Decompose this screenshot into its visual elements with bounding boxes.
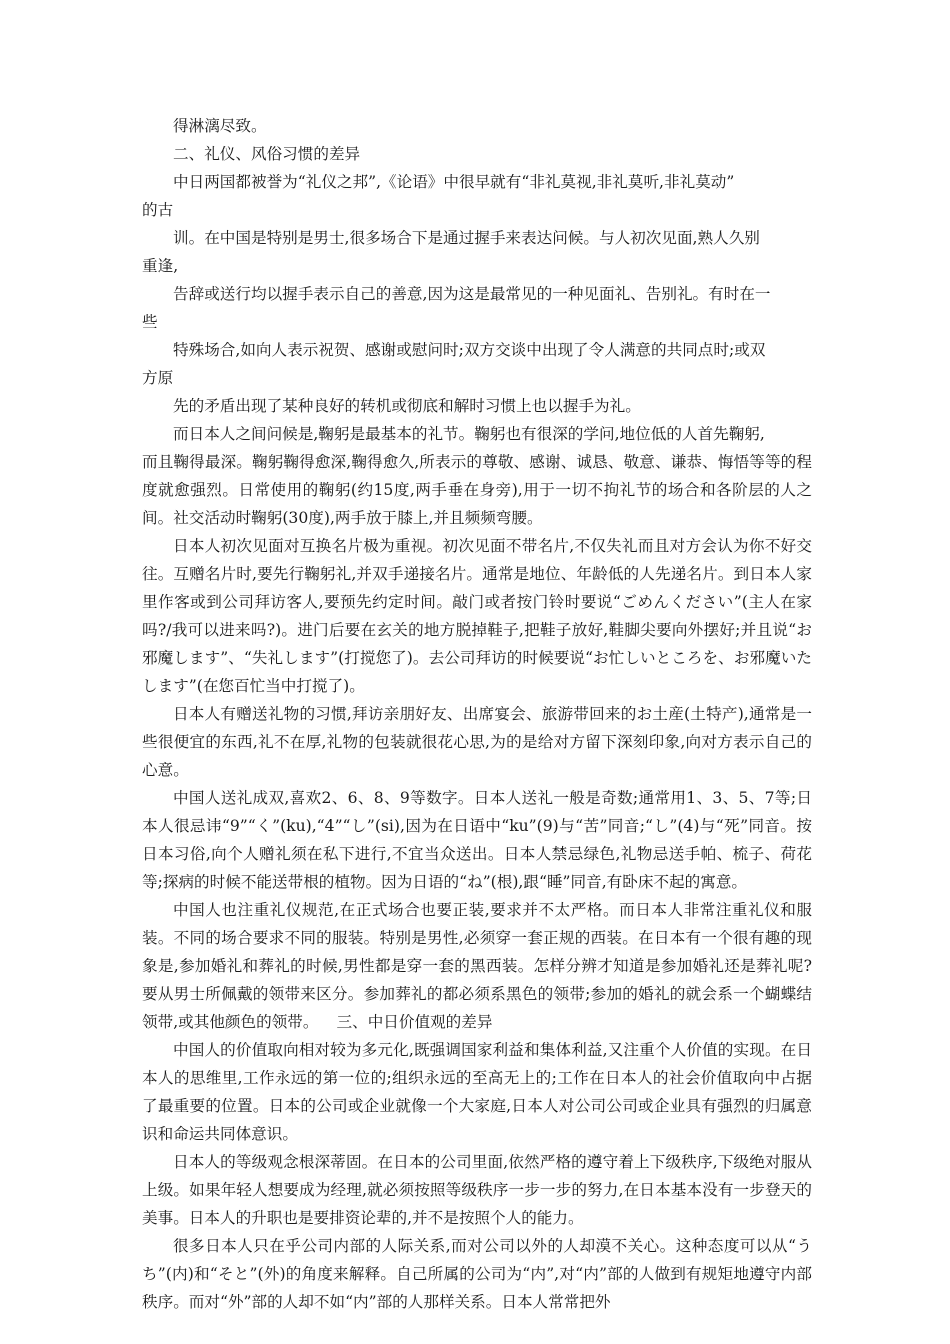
text-line: 告辞或送行均以握手表示自己的善意,因为这是最常见的一种见面礼、告别礼。有时在一 bbox=[173, 285, 771, 303]
text-line: 重逢, bbox=[142, 257, 179, 275]
paragraph-dress-code-text: 中国人也注重礼仪规范,在正式场合也要正装,要求并不太严格。而日本人非常注重礼仪和服装。不同的场合要求不同的服装。特别是男性,必须穿一套正规的西装。在日本有一个很有趣的现象是,参加婚礼和葬礼的时候,男性都是穿一套的黑西装。怎样分辨才知道是参加婚礼还是葬礼呢?要从男士所佩戴的领带来区分。参加葬礼的都必须系黑色的领带;参加的婚礼的就会系一个蝴蝶结领带,或其他颜色的领带。 bbox=[142, 901, 812, 1031]
paragraph-inside-outside: 很多日本人只在乎公司内部的人际关系,而对公司以外的人却漠不关心。这种态度可以从“うち”(内)和“そと”(外)的角度来解释。自己所属的公司为“内”,对“内”部的人做到有规矩地遵守内部秩序。而对“外”部的人却不如“内”部的人那样关系。日本人常常把外 bbox=[142, 1237, 812, 1311]
paragraph-gifts: 日本人有赠送礼物的习惯,拜访亲朋好友、出席宴会、旅游带回来的お土産(土特产),通常是一些很便宜的东西,礼不在厚,礼物的包装就很花心思,为的是给对方留下深刻印象,向对方表示自己的心意。 bbox=[142, 705, 812, 779]
paragraph-values: 中国人的价值取向相对较为多元化,既强调国家利益和集体利益,又注重个人价值的实现。在日本人的思维里,工作永远的第一位的;组织永远的至高无上的;工作在日本人的社会价值取向中占据了最重要的位置。日本的公司或企业就像一个大家庭,日本人对公司公司或企业具有强烈的归属意识和命运共同体意识。 bbox=[142, 1041, 812, 1143]
paragraph-bowing-intro: 而日本人之间问候是,鞠躬是最基本的礼节。鞠躬也有很深的学问,地位低的人首先鞠躬, bbox=[173, 425, 765, 443]
text-line: 些 bbox=[142, 313, 158, 331]
paragraph-hierarchy: 日本人的等级观念根深蒂固。在日本的公司里面,依然严格的遵守着上下级秩序,下级绝对服从上级。如果年轻人想要成为经理,就必须按照等级秩序一步一步的努力,在日本基本没有一步登天的美事。日本人的升职也是要排资论辈的,并不是按照个人的能力。 bbox=[142, 1153, 812, 1227]
paragraph-business-cards: 日本人初次见面对互换名片极为重视。初次见面不带名片,不仅失礼而且对方会认为你不好交往。互赠名片时,要先行鞠躬礼,并双手递接名片。通常是地位、年龄低的人先递名片。到日本人家里作客或到公司拜访客人,要预先约定时间。敲门或者按门铃时要说“ごめんください”(主人在家吗?/我可以进来吗?)。进门后要在玄关的地方脱掉鞋子,把鞋子放好,鞋脚尖要向外摆好;并且说“お邪魔します”、“失礼します”(打搅您了)。去公司拜访的时候要说“お忙しいところを、お邪魔いたします”(在您百忙当中打搅了)。 bbox=[142, 537, 812, 695]
text-line: 先的矛盾出现了某种良好的转机或彻底和解时习惯上也以握手为礼。 bbox=[173, 397, 641, 415]
document-body bbox=[142, 112, 812, 1316]
section-heading-values: 三、中日价值观的差异 bbox=[336, 1013, 493, 1031]
section-heading-etiquette: 二、礼仪、风俗习惯的差异 bbox=[173, 145, 361, 163]
text-line: 方原 bbox=[142, 369, 174, 387]
text-line: 特殊场合,如向人表示祝贺、感谢或慰问时;双方交谈中出现了令人满意的共同点时;或双 bbox=[173, 341, 766, 359]
paragraph-bowing: 而且鞠得最深。鞠躬鞠得愈深,鞠得愈久,所表示的尊敬、感谢、诚恳、敬意、谦恭、悔悟等等的程度就愈强烈。日常使用的鞠躬(约15度,两手垂在身旁),用于一切不拘礼节的场合和各阶层的人之间。社交活动时鞠躬(30度),两手放于膝上,并且频频弯腰。 bbox=[142, 453, 812, 527]
text-line: 训。在中国是特别是男士,很多场合下是通过握手来表达问候。与人初次见面,熟人久别 bbox=[173, 229, 760, 247]
paragraph-gift-numbers: 中国人送礼成双,喜欢2、6、8、9等数字。日本人送礼一般是奇数;通常用1、3、5、7等;日本人很忌讳“9”“く”(ku),“4”“し”(si),因为在日语中“ku”(9)与“苦”同音;“し”(4)与“死”同音。按日本习俗,向个人赠礼须在私下进行,不宜当众送出。日本人禁忌绿色,礼物忌送手帕、梳子、荷花等;探病的时候不能送带根的植物。因为日语的“ね”(根),跟“睡”同音,有卧床不起的寓意。 bbox=[142, 789, 812, 891]
paragraph-dress-code bbox=[142, 896, 812, 1036]
continuation-line: 得淋漓尽致。 bbox=[173, 117, 267, 135]
text-line: 的古 bbox=[142, 201, 174, 219]
text-line: 中日两国都被誉为“礼仪之邦”,《论语》中很早就有“非礼莫视,非礼莫听,非礼莫动” bbox=[173, 173, 735, 191]
